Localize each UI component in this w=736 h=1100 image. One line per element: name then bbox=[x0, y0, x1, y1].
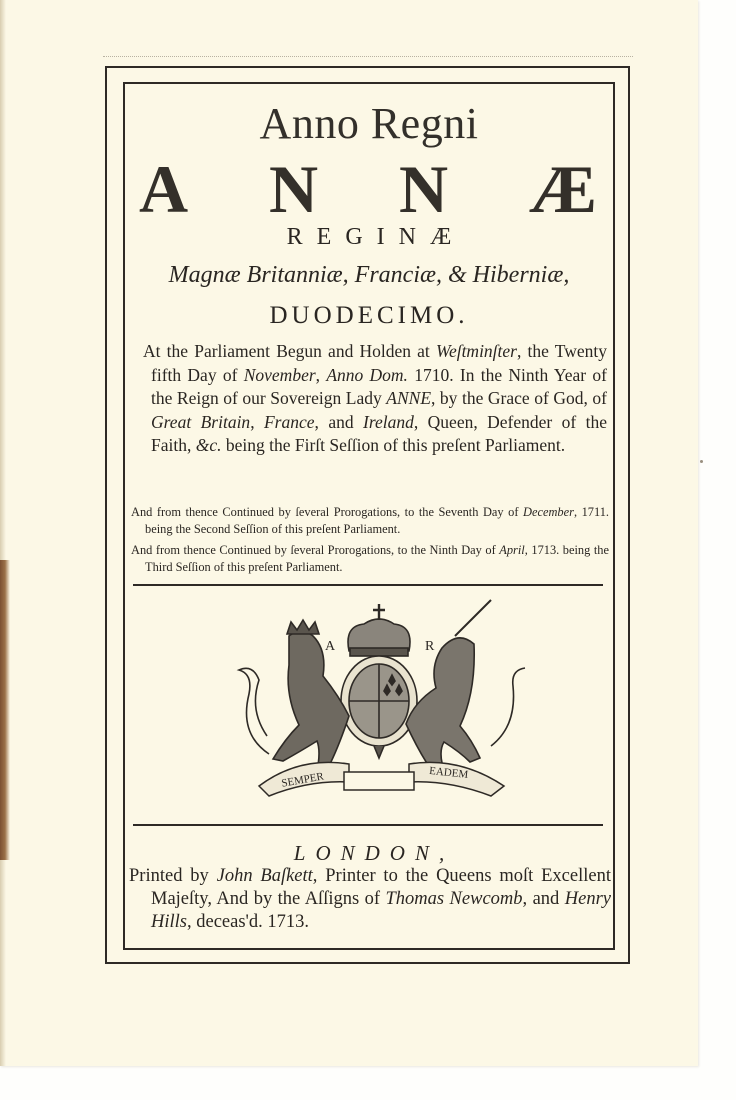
motto-eadem: EADEM bbox=[428, 764, 469, 781]
big-letter: N bbox=[269, 151, 319, 227]
divider-rule bbox=[133, 584, 603, 586]
title-anno-regni: Anno Regni bbox=[259, 99, 479, 148]
place-name: Weſtminſter bbox=[435, 341, 517, 361]
printer-name: John Baſkett bbox=[216, 866, 313, 886]
big-letter: A bbox=[139, 151, 189, 227]
motto-semper: SEMPER bbox=[280, 770, 325, 790]
third-session-paragraph: And from thence Continued by ſeveral Prorogations, to the Ninth Day of April, 1713. being the Third Seſſion of this preſent Parliament. bbox=[131, 543, 609, 574]
imprint-city: LONDON, bbox=[293, 841, 455, 865]
big-letter: N bbox=[399, 151, 449, 227]
imprint-paragraph: Printed by John Baſkett, Printer to the Queens moſt Excellent Majeſty, And by the Aſſigns of Thomas Newcomb, and Henry Hills, deceas'd. 1713. bbox=[129, 866, 611, 932]
paper-speck bbox=[700, 460, 703, 463]
initial-a: A bbox=[325, 639, 336, 654]
binding-stain bbox=[0, 560, 10, 860]
queen-name: ANNE bbox=[386, 388, 432, 408]
title-annae bbox=[125, 150, 613, 229]
second-session-paragraph: And from thence Continued by ſeveral Prorogations, to the Seventh Day of December, 1711. being the Second Seſſion of this preſent Parliament. bbox=[131, 505, 609, 536]
inner-border bbox=[123, 82, 615, 950]
divider-rule bbox=[133, 824, 603, 826]
initial-r: R bbox=[425, 639, 435, 654]
show-through-rule bbox=[103, 56, 633, 57]
page-edge-shadow bbox=[0, 0, 6, 1066]
title-reginae: REGINÆ bbox=[286, 224, 466, 250]
first-session-paragraph: At the Parliament Begun and Holden at Weſtminſter, the Twenty fifth Day of November, Anno Dom. 1710. In the Ninth Year of the Reign of our Sovereign Lady ANNE, by the Grace of God, of Great Britain, France, and Ireland, Queen, Defender of the Faith, &c. being the Firſt Seſſion of this preſent Parliament. bbox=[143, 341, 607, 455]
realms-line: Magnæ Britanniæ, Franciæ, & Hiberniæ, bbox=[168, 262, 570, 288]
big-letter: Æ bbox=[529, 151, 597, 227]
year-duodecimo: DUODECIMO. bbox=[269, 302, 469, 329]
royal-coat-of-arms-icon bbox=[229, 596, 529, 806]
